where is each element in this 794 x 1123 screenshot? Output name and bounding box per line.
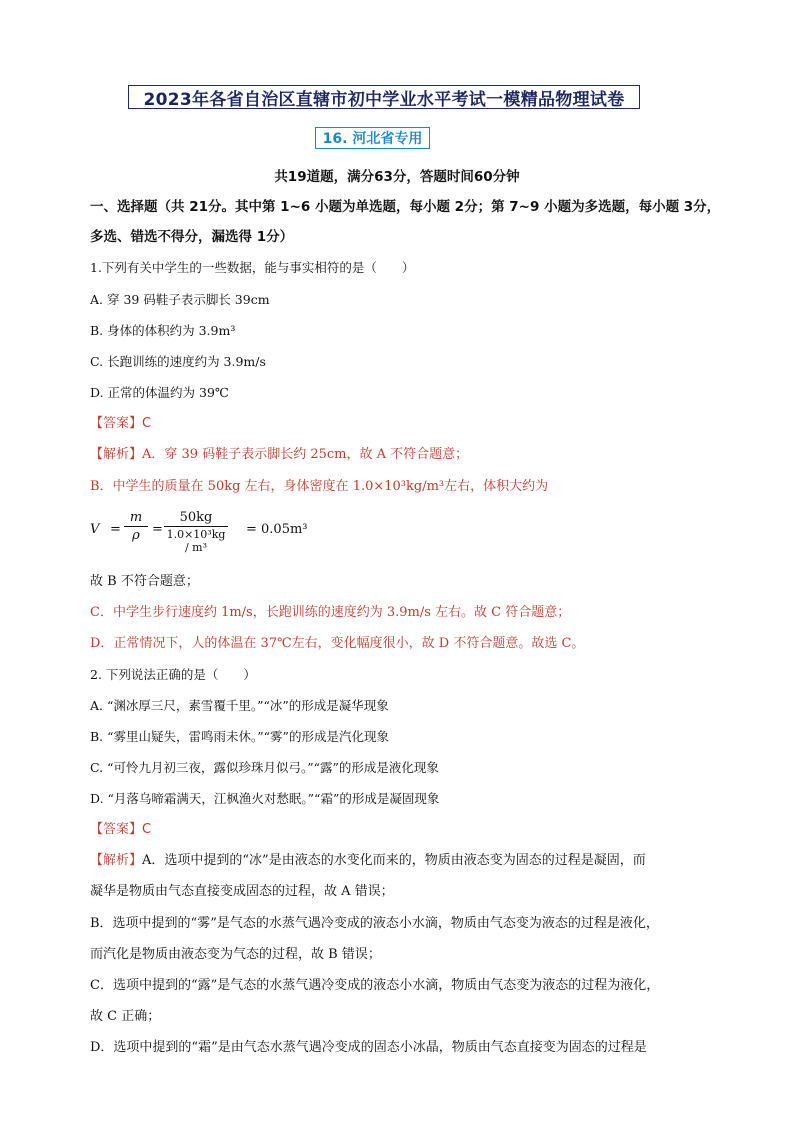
q2-stem: 2. 下列说法正确的是（ ）: [90, 667, 256, 682]
q1-analysis-b-conclusion: 故 B 不符合题意；: [90, 574, 199, 589]
section-heading-line1: 一、选择题（共 21分。其中第 1~6 小题为单选题，每小题 2分；第 7~9 小题为多选题，每小题 3分，: [90, 199, 721, 215]
q2-analysis-label: 【解析】: [90, 853, 143, 868]
formula-lhs: V: [90, 522, 100, 537]
q1-analysis-a: [90, 446, 468, 464]
volume-formula: [90, 510, 390, 554]
q2-analysis-b-line2: 而汽化是物质由液态变为气态的过程，故 B 错误；: [90, 947, 381, 962]
q2-analysis-a1-text: A．选项中提到的“冰”是由液态的水变化而来的，物质由液态变为固态的过程是凝固，而: [142, 853, 646, 868]
formula-eq2: =: [152, 522, 163, 537]
q2-answer: [90, 821, 151, 839]
q1-analysis-b: B．中学生的质量在 50kg 左右，身体密度在 1.0×10³kg/m³左右，体积大约为: [90, 479, 549, 494]
q2-option-a: A. “渊冰厚三尺，素雪覆千里。”“冰”的形成是凝华现象: [90, 698, 389, 713]
q2-analysis-c-line1: C．选项中提到的“露”是气态的水蒸气遇冷变成的液态小水滴，物质由气态变为液态的过程为液化，: [90, 978, 660, 993]
fraction-2-numerator: 50kg: [164, 510, 228, 527]
formula-fraction-1: [124, 510, 148, 543]
q1-answer-value: C: [142, 416, 152, 431]
q1-analysis-c: C．中学生步行速度约 1m/s，长跑训练的速度约为 3.9m/s 左右。故 C 符合题意；: [90, 605, 571, 620]
q1-analysis-d: D．正常情况下，人的体温在 37℃左右，变化幅度很小，故 D 不符合题意。故选 C。: [90, 636, 585, 651]
fraction-1-numerator: m: [124, 510, 148, 527]
q1-analysis-label: 【解析】: [90, 447, 143, 462]
document-title: 2023年各省自治区直辖市初中学业水平考试一模精品物理试卷: [128, 85, 640, 109]
exam-info: 共19道题，满分63分，答题时间60分钟: [274, 169, 520, 185]
q2-analysis-a-line2: 凝华是物质由气态直接变成固态的过程，故 A 错误；: [90, 884, 394, 899]
q2-analysis-d-line1: D．选项中提到的“霜”是由气态水蒸气遇冷变成的固态小冰晶，物质由气态直接变为固态的过程是: [90, 1040, 647, 1055]
q2-option-c: C. “可怜九月初三夜，露似珍珠月似弓。”“露”的形成是液化现象: [90, 760, 439, 775]
q1-analysis-a-text: A．穿 39 码鞋子表示脚长约 25cm，故 A 不符合题意；: [142, 447, 469, 462]
formula-eq1: =: [110, 522, 121, 537]
q2-analysis-b-line1: B．选项中提到的“雾”是气态的水蒸气遇冷变成的液态小水滴，物质由气态变为液态的过程是液化，: [90, 916, 659, 931]
q1-option-a: A. 穿 39 码鞋子表示脚长 39cm: [90, 292, 270, 307]
q1-stem: 1.下列有关中学生的一些数据，能与事实相符的是（ ）: [90, 260, 415, 275]
q1-answer: [90, 415, 151, 433]
formula-fraction-2: [164, 510, 228, 554]
formula-result: = 0.05m³: [246, 522, 308, 537]
q2-option-b: B. “雾里山疑失，雷鸣雨未休。”“雾”的形成是汽化现象: [90, 729, 389, 744]
q2-option-d: D. “月落乌啼霜满天，江枫渔火对愁眠。”“霜”的形成是凝固现象: [90, 791, 440, 806]
q1-option-b: B. 身体的体积约为 3.9m³: [90, 323, 236, 338]
q2-analysis-c-line2: 故 C 正确；: [90, 1009, 161, 1024]
q2-answer-label: 【答案】: [90, 822, 143, 837]
q1-option-c: C. 长跑训练的速度约为 3.9m/s: [90, 354, 266, 369]
q1-option-d: D. 正常的体温约为 39℃: [90, 385, 229, 400]
fraction-1-denominator: ρ: [132, 528, 140, 543]
fraction-2-denominator: 1.0×10³kg / m³: [166, 528, 226, 554]
q1-answer-label: 【答案】: [90, 416, 143, 431]
q2-answer-value: C: [142, 822, 152, 837]
q2-analysis-a-line1: [90, 852, 646, 870]
section-heading-line2: 多选、错选不得分，漏选得 1分）: [90, 229, 294, 245]
province-subtitle: 16. 河北省专用: [315, 127, 430, 149]
